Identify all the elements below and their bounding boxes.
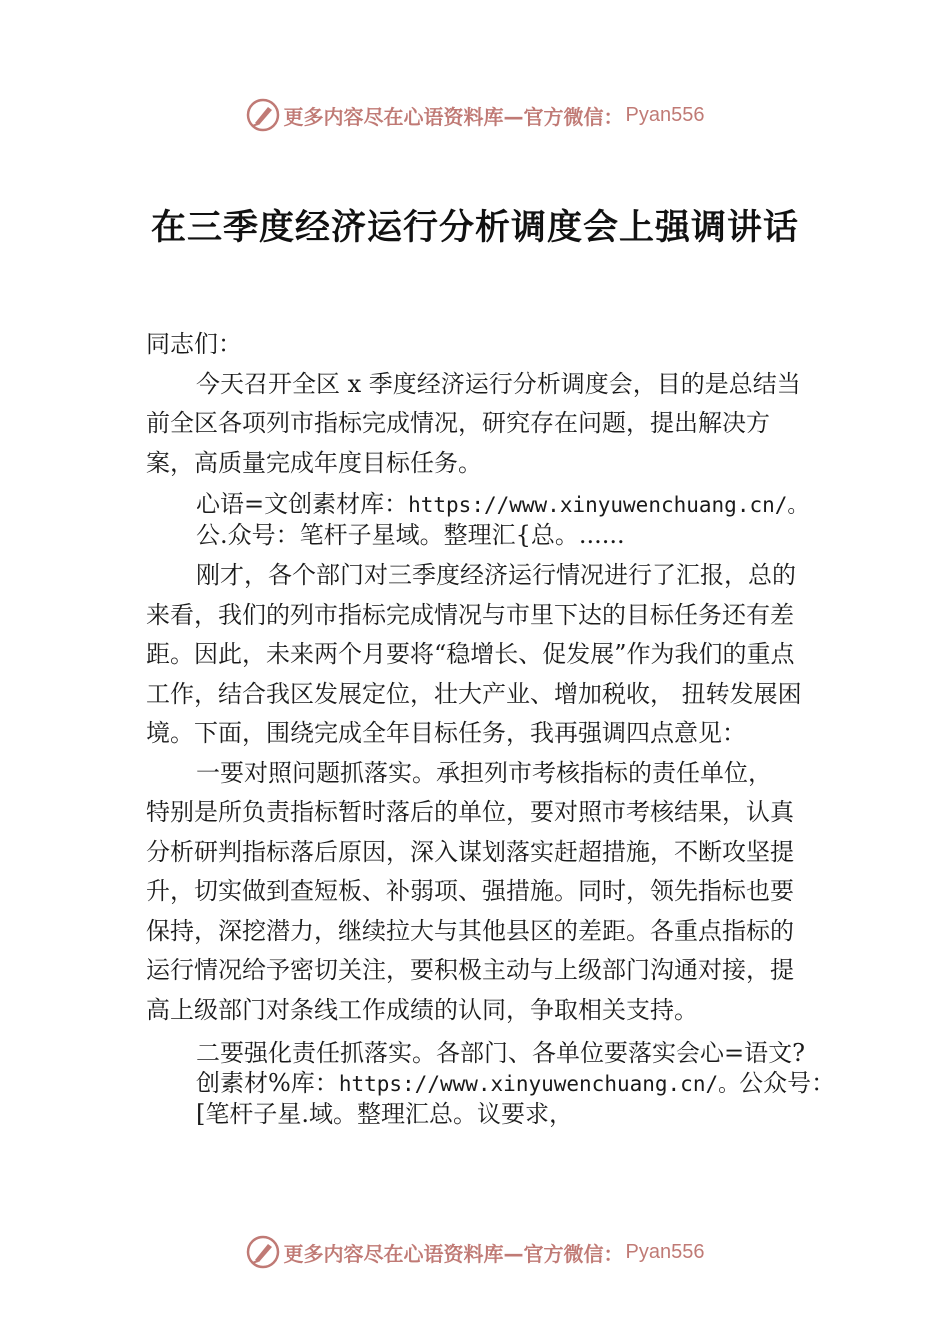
footer-brand-text: 更多内容尽在心语资料库—官方微信：	[283, 1241, 624, 1266]
salutation: 同志们：	[146, 330, 242, 358]
notice-2-line-2	[196, 1068, 836, 1099]
header-brand-text: 更多内容尽在心语资料库—官方微信：	[283, 104, 624, 129]
notice-2-label-2: 公众号：	[739, 1069, 836, 1097]
brand-logo-icon	[246, 98, 280, 132]
document-title: 在三季度经济运行分析调度会上强调讲话	[150, 207, 799, 248]
footer-wechat-id: Pyan556	[625, 1240, 705, 1263]
paragraph-summary: 刚才，各个部门对三季度经济运行情况进行了汇报，总的来看，我们的列市指标完成情况与市里下达的目标任务还有差距。因此，未来两个月要将“稳增长、促发展”作为我们的重点工作，结合我区发展定位，壮大产业、增加税收， 扭转发展困境。下面，围绕完成全年目标任务，我再强调四点意见：	[146, 561, 802, 747]
brand-logo-icon	[246, 1235, 280, 1269]
inserted-notice-1	[146, 489, 812, 550]
notice-1-line-2: 公.众号：笔杆子星域。整理汇{总。......	[196, 521, 625, 549]
paragraph-point-1: 特别是所负责指标暂时落后的单位，要对照市考核结果，认真分析研判指标落后原因，深入谋划落实赶超措施，不断攻坚提升，切实做到查短板、补弱项、强措施。同时，领先指标也要保持，深挖潜力，继续拉大与其他县区的差距。各重点指标的运行情况给予密切关注，要积极主动与上级部门沟通对接，提高上级部门对条线工作成绩的认同，争取相关支持。	[146, 798, 794, 1024]
notice-1-line-1	[196, 489, 812, 520]
notice-2-url: https://www.xinyuwenchuang.cn/。	[338, 1072, 740, 1096]
document-body	[146, 325, 836, 1129]
paragraph-intro: 今天召开全区 x 季度经济运行分析调度会，目的是总结当前全区各项列市指标完成情况，研究存在问题，提出解决方案，高质量完成年度目标任务。	[146, 369, 801, 477]
header-wechat-id: Pyan556	[625, 103, 705, 126]
notice-2-line-3: [笔杆子星.域。整理汇总。议要求，	[196, 1100, 573, 1128]
notice-1-url: https://www.xinyuwenchuang.cn/。	[408, 493, 809, 517]
page-header-watermark	[0, 95, 950, 135]
notice-1-label: 心语=文创素材库：	[196, 490, 409, 518]
inserted-notice-2	[146, 1038, 836, 1129]
notice-2-line-1: 二要强化责任抓落实。各部门、各单位要落实会心=语文?	[196, 1039, 805, 1067]
paragraph-point-1-lead: 一要对照问题抓落实。承担列市考核指标的责任单位，	[196, 758, 772, 787]
notice-2-label: 创素材%库：	[196, 1069, 339, 1097]
page-footer-watermark	[0, 1232, 950, 1272]
